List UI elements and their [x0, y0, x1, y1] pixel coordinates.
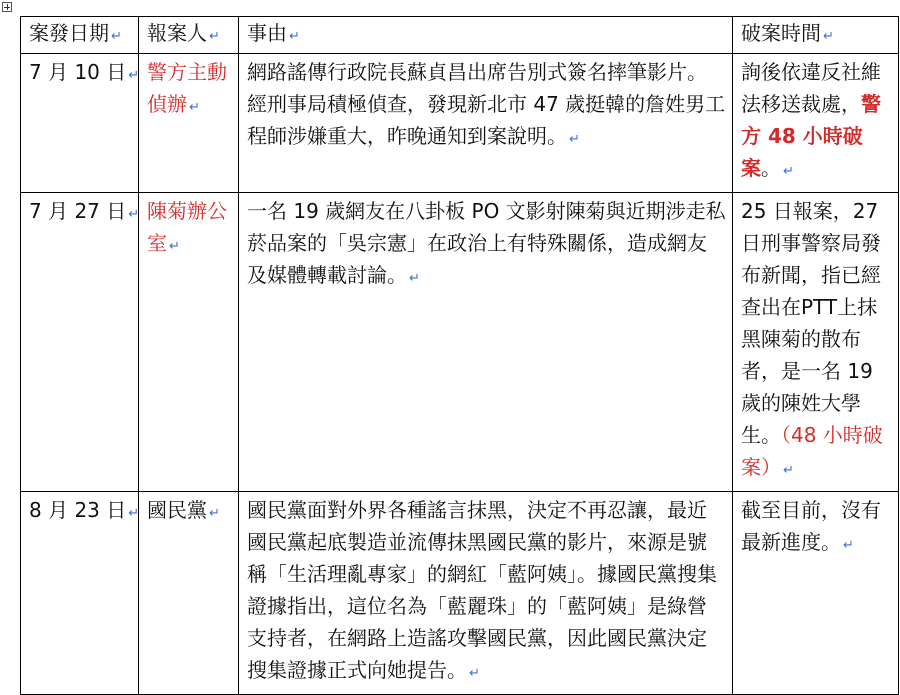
paragraph-mark-icon — [843, 538, 854, 553]
paragraph-mark-icon — [289, 29, 300, 44]
table-row — [21, 54, 899, 193]
reason-cell: 一名 19 歲網友在八卦板 PO 文影射陳菊與近期涉走私菸品案的「吳宗憲」在政治上有特殊關係，造成網友及媒體轉載討論。 ↵ — [239, 193, 733, 492]
solved-cell: 截至目前，沒有最新進度。 ↵ — [733, 492, 899, 695]
reporter-cell: 國民黨 ↵ — [139, 492, 239, 695]
reporter-cell: 陳菊辦公室 ↵ — [139, 193, 239, 492]
case-table — [20, 16, 899, 695]
paragraph-mark-icon — [128, 207, 139, 222]
paragraph-mark-icon — [823, 29, 834, 44]
table-row — [21, 193, 899, 492]
paragraph-mark-icon — [169, 239, 180, 254]
table-move-handle-icon[interactable] — [2, 2, 12, 12]
paragraph-mark-icon — [209, 29, 220, 44]
solved-cell: 25 日報案，27 日刑事警察局發布新聞，指已經查出在PTT上抹黑陳菊的散布者，是一名 19 歲的陳姓大學生。（48 小時破案） ↵ — [733, 193, 899, 492]
reporter-cell: 警方主動偵辦 ↵ — [139, 54, 239, 193]
paragraph-mark-icon — [209, 506, 220, 521]
header-date: 案發日期 ↵ — [21, 17, 139, 54]
paragraph-mark-icon — [128, 68, 139, 83]
reason-cell: 國民黨面對外界各種謠言抹黑，決定不再忍讓，最近國民黨起底製造並流傳抹黑國民黨的影片，來源是號稱「生活理亂專家」的網紅「藍阿姨」。據國民黨搜集證據指出，這位名為「藍麗珠」的「藍阿姨」是綠營支持者，在網路上造謠攻擊國民黨，因此國民黨決定搜集證據正式向她提告。 ↵ — [239, 492, 733, 695]
header-reason: 事由 ↵ — [239, 17, 733, 54]
paragraph-mark-icon — [569, 132, 580, 147]
paragraph-mark-icon — [469, 666, 480, 681]
header-row — [21, 17, 899, 54]
reason-cell: 網路謠傳行政院長蘇貞昌出席告別式簽名摔筆影片。經刑事局積極偵查，發現新北市 47 歲挺韓的詹姓男工程師涉嫌重大，昨晚通知到案說明。 ↵ — [239, 54, 733, 193]
paragraph-mark-icon — [189, 100, 200, 115]
table-row — [21, 492, 899, 695]
paragraph-mark-icon — [783, 164, 794, 179]
solved-cell: 詢後依違反社維法移送裁處，警方 48 小時破案。 ↵ — [733, 54, 899, 193]
paragraph-mark-icon — [783, 463, 794, 478]
header-solved: 破案時間 ↵ — [733, 17, 899, 54]
paragraph-mark-icon — [128, 506, 139, 521]
date-cell: 7 月 27 日 ↵ — [21, 193, 139, 492]
header-reporter: 報案人 ↵ — [139, 17, 239, 54]
paragraph-mark-icon — [111, 29, 122, 44]
date-cell: 8 月 23 日 ↵ — [21, 492, 139, 695]
date-cell: 7 月 10 日 ↵ — [21, 54, 139, 193]
paragraph-mark-icon — [409, 271, 420, 286]
